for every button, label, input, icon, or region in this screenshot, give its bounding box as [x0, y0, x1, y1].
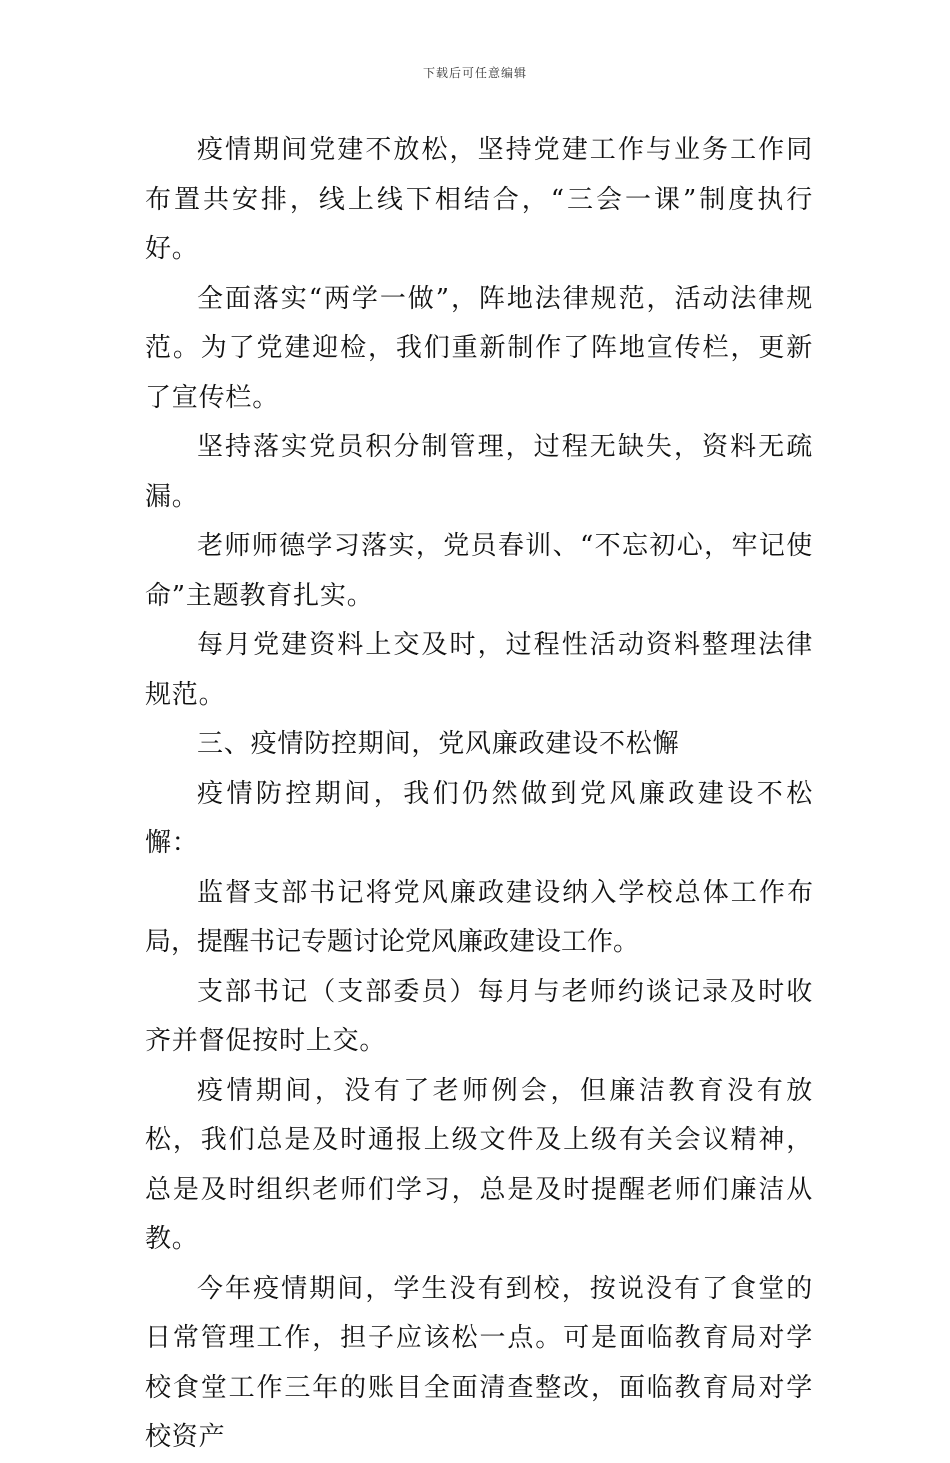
paragraph-integrity-education: 疫情期间，没有了老师例会，但廉洁教育没有放松，我们总是及时通报上级文件及上级有关会议精神，总是及时组织老师们学习，总是及时提醒老师们廉洁从教。	[145, 1075, 813, 1254]
paragraph-epidemic-control: 疫情防控期间，我们仍然做到党风廉政建设不松懈：	[145, 778, 813, 858]
paragraph-supervise-secretary: 监督支部书记将党风廉政建设纳入学校总体工作布局，提醒书记专题讨论党风廉政建设工作。	[145, 877, 813, 957]
paragraph-party-building: 疫情期间党建不放松，坚持党建工作与业务工作同布置共安排，线上线下相结合，“三会一课”制度执行好。	[145, 135, 813, 264]
paragraph-two-studies: 全面落实“两学一做”，阵地法律规范，活动法律规范。为了党建迎检，我们重新制作了阵地宣传栏，更新了宣传栏。	[145, 283, 813, 413]
paragraph-monthly-materials: 每月党建资料上交及时，过程性活动资料整理法律规范。	[145, 630, 813, 710]
document-body	[145, 126, 813, 1463]
paragraph-points-system: 坚持落实党员积分制管理，过程无缺失，资料无疏漏。	[145, 432, 813, 512]
paragraph-teacher-ethics: 老师师德学习落实，党员春训、“不忘初心，牢记使命”主题教育扎实。	[145, 531, 813, 611]
page-header-note: 下载后可任意编辑	[422, 66, 527, 80]
paragraph-canteen-management: 今年疫情期间，学生没有到校，按说没有了食堂的日常管理工作，担子应该松一点。可是面临教育局对学校食堂工作三年的账目全面清查整改，面临教育局对学校资产	[145, 1273, 813, 1452]
section-heading-clean-governance: 三、疫情防控期间，党风廉政建设不松懈	[197, 729, 680, 759]
paragraph-branch-secretary: 支部书记（支部委员）每月与老师约谈记录及时收齐并督促按时上交。	[145, 976, 813, 1056]
